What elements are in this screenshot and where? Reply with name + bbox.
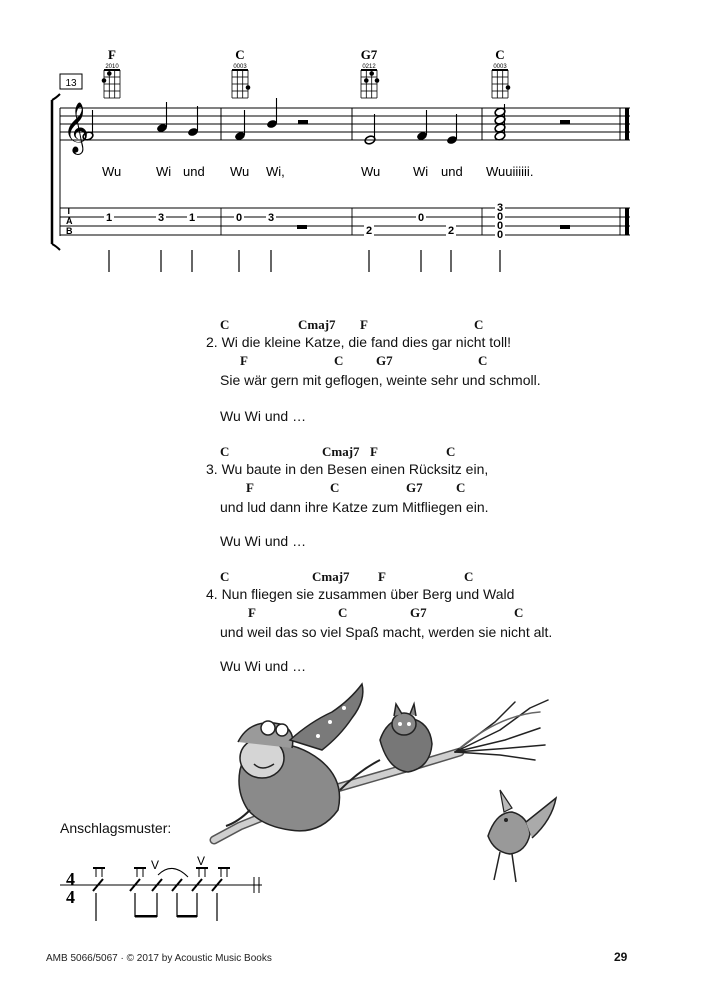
tab-clef-a: A bbox=[66, 216, 73, 226]
chord-name-f: F bbox=[108, 47, 116, 62]
chord-label: Cmaj7 bbox=[312, 569, 350, 584]
verse-line: Sie wär gern mit geflogen, weinte sehr und schmoll. bbox=[220, 372, 541, 388]
chord-fingering-g7: 0212 bbox=[362, 64, 376, 70]
lyric-word: Wi bbox=[413, 164, 429, 179]
tab-clef-t: T bbox=[66, 206, 72, 216]
verse-line: 2. Wi die kleine Katze, die fand dies gar nicht toll! bbox=[206, 334, 512, 350]
lyric-word: und bbox=[441, 164, 463, 179]
chord-label: F bbox=[370, 444, 378, 459]
chord-label: C bbox=[220, 317, 230, 332]
chord-label: C bbox=[220, 569, 230, 584]
chord-label: G7 bbox=[376, 353, 393, 368]
tab-number: 3 bbox=[496, 202, 504, 214]
chord-label: C bbox=[220, 444, 230, 459]
tab-number: 0 bbox=[496, 229, 504, 241]
chord-label: F bbox=[360, 317, 368, 332]
chord-name-g7: G7 bbox=[360, 47, 378, 62]
chord-label: C bbox=[334, 353, 344, 368]
refrain-line: Wu Wi und … bbox=[220, 658, 307, 674]
chord-label: C bbox=[446, 444, 456, 459]
chord-label: C bbox=[514, 605, 524, 620]
verse-line: 3. Wu baute in den Besen einen Rücksitz ein, bbox=[206, 461, 489, 477]
tab-number: 0 bbox=[496, 220, 504, 232]
tab-number: 3 bbox=[157, 212, 165, 224]
chord-name-c: C bbox=[235, 47, 245, 62]
tab-number: 0 bbox=[496, 211, 504, 223]
page-number: 29 bbox=[614, 950, 628, 964]
chord-label: F bbox=[248, 605, 256, 620]
verse-line: und weil das so viel Spaß macht, werden sie nicht alt. bbox=[220, 624, 553, 640]
tab-number: 1 bbox=[105, 212, 113, 224]
chord-label: C bbox=[464, 569, 474, 584]
lyric-word: Wuuiiiiii. bbox=[486, 164, 534, 179]
strum-pattern bbox=[0, 855, 707, 925]
lyric-word: Wi, bbox=[266, 164, 285, 179]
lyric-word: Wu bbox=[230, 164, 250, 179]
refrain-line: Wu Wi und … bbox=[220, 408, 307, 424]
copyright-footer: AMB 5066/5067 · © 2017 by Acoustic Music Books bbox=[46, 953, 272, 964]
tab-number: 1 bbox=[188, 212, 196, 224]
chord-label: C bbox=[478, 353, 488, 368]
chord-name-c2: C bbox=[495, 47, 505, 62]
time-signature-bottom: 4 bbox=[66, 887, 75, 907]
lyric-word: und bbox=[183, 164, 205, 179]
tab-number: 0 bbox=[235, 212, 243, 224]
strum-pattern-label: Anschlagsmuster: bbox=[60, 820, 172, 836]
refrain-line: Wu Wi und … bbox=[220, 533, 307, 549]
treble-clef-icon: 𝄞 bbox=[63, 102, 90, 153]
lyric-word: Wi bbox=[156, 164, 172, 179]
chord-label: C bbox=[330, 480, 340, 495]
lyric-word: Wu bbox=[361, 164, 381, 179]
verse-line: 4. Nun fliegen sie zusammen über Berg und Wald bbox=[206, 586, 515, 602]
chord-label: C bbox=[338, 605, 348, 620]
verse-line: und lud dann ihre Katze zum Mitfliegen ein. bbox=[220, 499, 489, 515]
tab-number: 0 bbox=[417, 212, 425, 224]
lyric-word: Wu bbox=[102, 164, 122, 179]
up-stroke-mark: V bbox=[197, 855, 206, 868]
tab-number: 2 bbox=[447, 225, 455, 237]
chord-fingering-c2: 0003 bbox=[493, 64, 507, 70]
measure-number: 13 bbox=[65, 78, 77, 89]
chord-label: F bbox=[240, 353, 248, 368]
chord-label: G7 bbox=[410, 605, 427, 620]
chord-label: F bbox=[378, 569, 386, 584]
chord-fingering-f: 2010 bbox=[105, 64, 119, 70]
tab-clef-b: B bbox=[66, 226, 73, 236]
chord-fingering-c: 0003 bbox=[233, 64, 247, 70]
up-stroke-mark: V bbox=[151, 858, 160, 872]
chord-label: C bbox=[456, 480, 466, 495]
chord-label: G7 bbox=[406, 480, 423, 495]
chord-label: Cmaj7 bbox=[322, 444, 360, 459]
tab-number: 3 bbox=[267, 212, 275, 224]
chord-label: Cmaj7 bbox=[298, 317, 336, 332]
tab-number: 2 bbox=[365, 225, 373, 237]
chord-label: F bbox=[246, 480, 254, 495]
chord-label: C bbox=[474, 317, 484, 332]
time-signature-top: 4 bbox=[66, 869, 75, 889]
